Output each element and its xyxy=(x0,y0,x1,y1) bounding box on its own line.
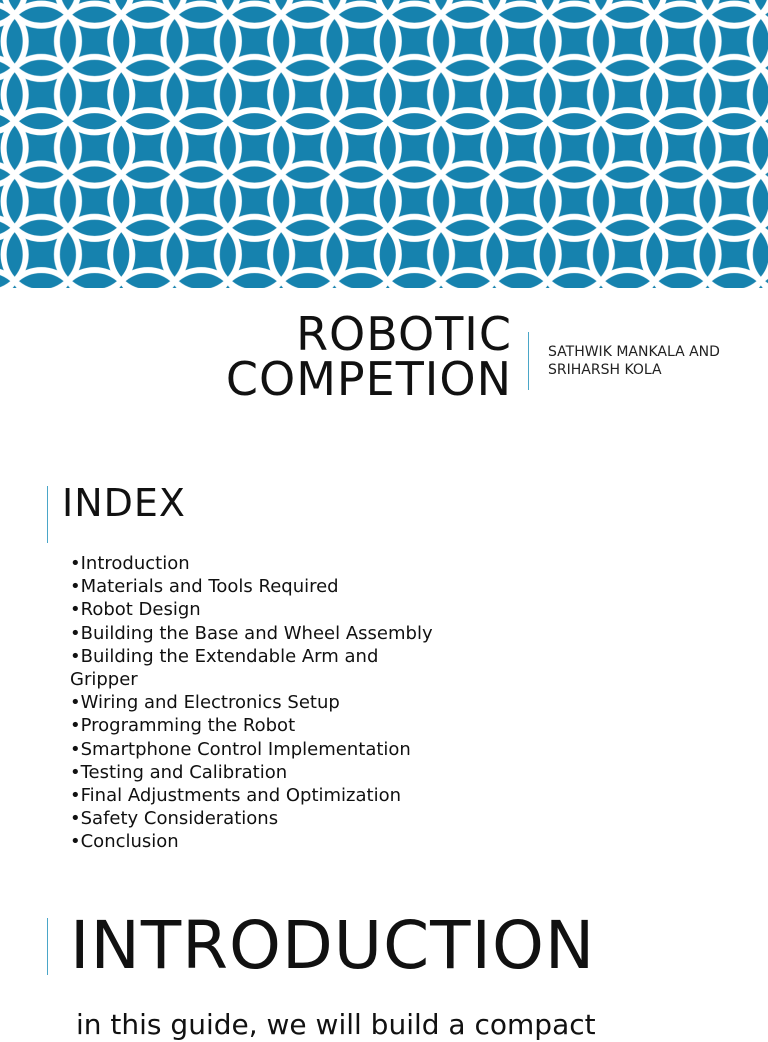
list-item: •Programming the Robot xyxy=(70,715,296,737)
heading-accent-bar xyxy=(47,918,48,975)
title-slide xyxy=(0,0,768,418)
list-item: •Smartphone Control Implementation xyxy=(70,738,411,760)
slide-title xyxy=(0,307,512,406)
introduction-heading: INTRODUCTION xyxy=(70,907,596,984)
list-item: •Building the Extendable Arm and Gripper xyxy=(70,645,379,691)
title-line-1: ROBOTIC xyxy=(296,307,512,361)
decorative-circle-pattern xyxy=(0,0,768,288)
list-item: •Conclusion xyxy=(70,831,179,853)
list-item: •Final Adjustments and Optimization xyxy=(70,785,401,807)
index-list xyxy=(70,552,450,854)
introduction-slide xyxy=(0,896,768,1041)
title-line-2: COMPETION xyxy=(225,352,512,406)
list-item: •Safety Considerations xyxy=(70,808,279,830)
list-item: •Introduction xyxy=(70,553,190,574)
pattern-rings xyxy=(0,0,768,288)
list-item: •Robot Design xyxy=(70,599,201,621)
index-heading: INDEX xyxy=(62,481,186,525)
list-item: •Wiring and Electronics Setup xyxy=(70,692,340,714)
list-item: •Building the Base and Wheel Assembly xyxy=(70,622,433,644)
authors-line-1: SATHWIK MANKALA AND xyxy=(548,344,720,360)
index-slide xyxy=(0,448,768,866)
list-item: •Materials and Tools Required xyxy=(70,576,339,598)
authors xyxy=(548,343,720,379)
heading-accent-bar xyxy=(47,486,48,543)
title-divider xyxy=(528,332,529,390)
authors-line-2: SRIHARSH KOLA xyxy=(548,362,662,378)
list-item: •Testing and Calibration xyxy=(70,761,288,783)
introduction-text: in this guide, we will build a compact xyxy=(76,1008,596,1041)
